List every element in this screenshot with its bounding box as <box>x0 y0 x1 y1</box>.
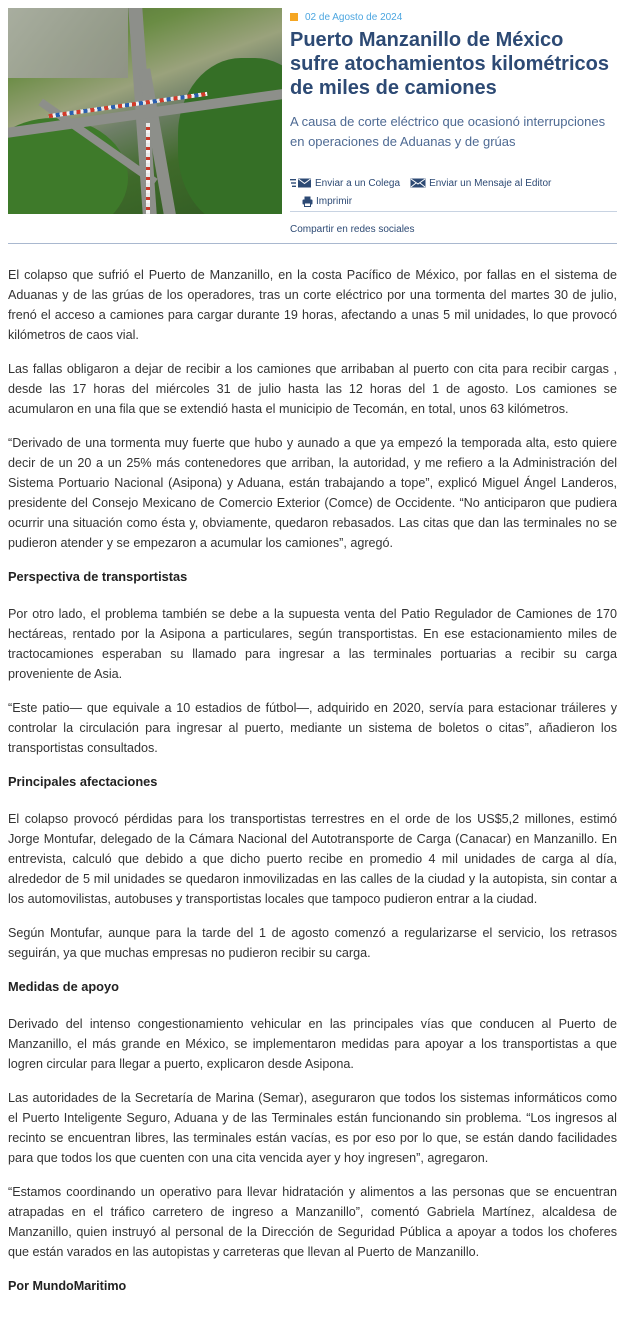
article-paragraph: Derivado del intenso congestionamiento vehicular en las principales vías que conducen al Puerto de Manzanillo, el más grande en México, se implementaron medidas para apoyar a los transportistas a que logren circular para llegar a puerto, explicaron desde Asipona. <box>8 1017 617 1071</box>
send-to-editor-label: Enviar un Mensaje al Editor <box>429 177 552 189</box>
article-actions <box>290 174 617 210</box>
meta-divider <box>290 211 617 212</box>
article-paragraph: Las fallas obligaron a dejar de recibir a los camiones que arribaban al puerto con cita para recibir cargas , desde las 17 horas del miércoles 31 de julio hasta las 12 horas del 1 de agosto. Los camiones se acumularon en una fila que se extendió hasta el municipio de Tecomán, en total, unos 63 kilómetros. <box>8 362 617 416</box>
section-heading: Perspectiva de transportistas <box>8 569 188 584</box>
print-link[interactable] <box>302 192 352 210</box>
email-list-icon <box>290 178 312 188</box>
article-paragraph: Por otro lado, el problema también se debe a la supuesta venta del Patio Regulador de Camiones de 170 hectáreas, rentado por la Asipona a particulares, según transportistas. En ese estacionamiento miles de tractocamiones esperaban su llamado para ingresar a las terminales portuarias a recibir su carga proveniente de Asia. <box>8 607 617 681</box>
article-paragraph: “Estamos coordinando un operativo para llevar hidratación y alimentos a las personas que se encuentran atrapadas en el tráfico carretero de ingreso a Manzanillo”, comentó Gabriela Martínez, alcaldesa de Manzanillo, quien instruyó al personal de la Dirección de Seguridad Pública a apoyar a todos los choferes que están varados en las autopistas y carreteras que llevan al Puerto de Manzanillo. <box>8 1185 617 1259</box>
section-heading: Principales afectaciones <box>8 774 158 789</box>
article-paragraph: Las autoridades de la Secretaría de Marina (Semar), aseguraron que todos los sistemas informáticos como el Puerto Inteligente Seguro, Aduana y de las Terminales están funcionando sin problema. “Los ingresos al recinto se encuentran libres, las terminales están vacías, es por eso por lo que, se están dando facilidades para que todos los que cuenten con una cita vencida ayer y hoy ingresen”, agregaron. <box>8 1091 617 1165</box>
article-subtitle: A causa de corte eléctrico que ocasionó interrupciones en operaciones de Aduanas y de grúas <box>290 114 606 149</box>
send-to-editor-link[interactable] <box>410 174 551 192</box>
article-byline: Por MundoMaritimo <box>8 1279 127 1293</box>
hero-hill-right <box>178 58 282 214</box>
hero-container-yard <box>8 8 128 78</box>
article-hero-image <box>8 8 282 214</box>
article-paragraph: El colapso que sufrió el Puerto de Manzanillo, en la costa Pacífico de México, por fallas en el sistema de Aduanas y de las grúas de los operadores, tras un corte eléctrico por una tormenta del martes 30 de julio, frenó el acceso a camiones para cargar durante 19 horas, afectando a unas 5 mil unidades, lo que provocó kilómetros de caos vial. <box>8 268 617 342</box>
date-square-icon <box>290 13 298 21</box>
printer-icon <box>302 196 313 207</box>
article-paragraph: “Este patio— que equivale a 10 estadios de fútbol—, adquirido en 2020, servía para estacionar tráileres y controlar la circulación para ingresar al puerto, mediante un sistema de boletos o citas”, añadieron los transportistas consultados. <box>8 701 617 755</box>
article-header <box>8 8 617 235</box>
share-social-link[interactable]: Compartir en redes sociales <box>290 224 415 235</box>
article-body <box>8 265 617 1296</box>
hero-truck-line <box>146 123 150 214</box>
section-heading: Medidas de apoyo <box>8 979 119 994</box>
header-divider <box>8 243 617 244</box>
article-paragraph: “Derivado de una tormenta muy fuerte que hubo y aunado a que ya empezó la temporada alta, esto quiere decir de un 20 a un 25% más contenedores que arriban, la autoridad, y me refiero a la Administración del Sistema Portuario Nacional (Asipona) y Aduana, están trabajando a tope”, explicó Miguel Ángel Landeros, presidente del Consejo Mexicano de Comercio Exterior (Comce) de Occidente. “No anticiparon que pudiera ocurrir una situación como ésta y, obviamente, quedaron rebasados. Las citas que dan las terminales no se pudieron atender y se empezaron a acumular los camiones”, agregó. <box>8 436 617 550</box>
print-label: Imprimir <box>316 195 353 207</box>
date-row <box>290 8 617 26</box>
send-to-colleague-link[interactable] <box>290 174 400 192</box>
send-to-colleague-label: Enviar a un Colega <box>315 177 401 189</box>
article-paragraph: Según Montufar, aunque para la tarde del 1 de agosto comenzó a regularizarse el servicio, los retrasos seguirán, ya que muchas empresas no pudieron recibir su carga. <box>8 926 617 960</box>
article-meta <box>290 8 617 235</box>
envelope-icon <box>410 178 426 188</box>
article-title: Puerto Manzanillo de México sufre atochamientos kilométricos de miles de camiones <box>290 29 609 99</box>
article-date: 02 de Agosto de 2024 <box>305 11 403 23</box>
article-paragraph: El colapso provocó pérdidas para los transportistas terrestres en el orde de los US$5,2 millones, estimó Jorge Montufar, delegado de la Cámara Nacional del Autotransporte de Carga (Canacar) en Manzanillo. En entrevista, calculó que debido a que dicho puerto recibe en promedio 4 mil unidades de carga al día, alrededor de 5 mil unidades se quedaron inmovilizadas en las calles de la ciudad y la autopista, sin contar a los automovilistas, autobuses y transportistas locales que tampoco pudieron entrar a la ciudad. <box>8 812 617 906</box>
